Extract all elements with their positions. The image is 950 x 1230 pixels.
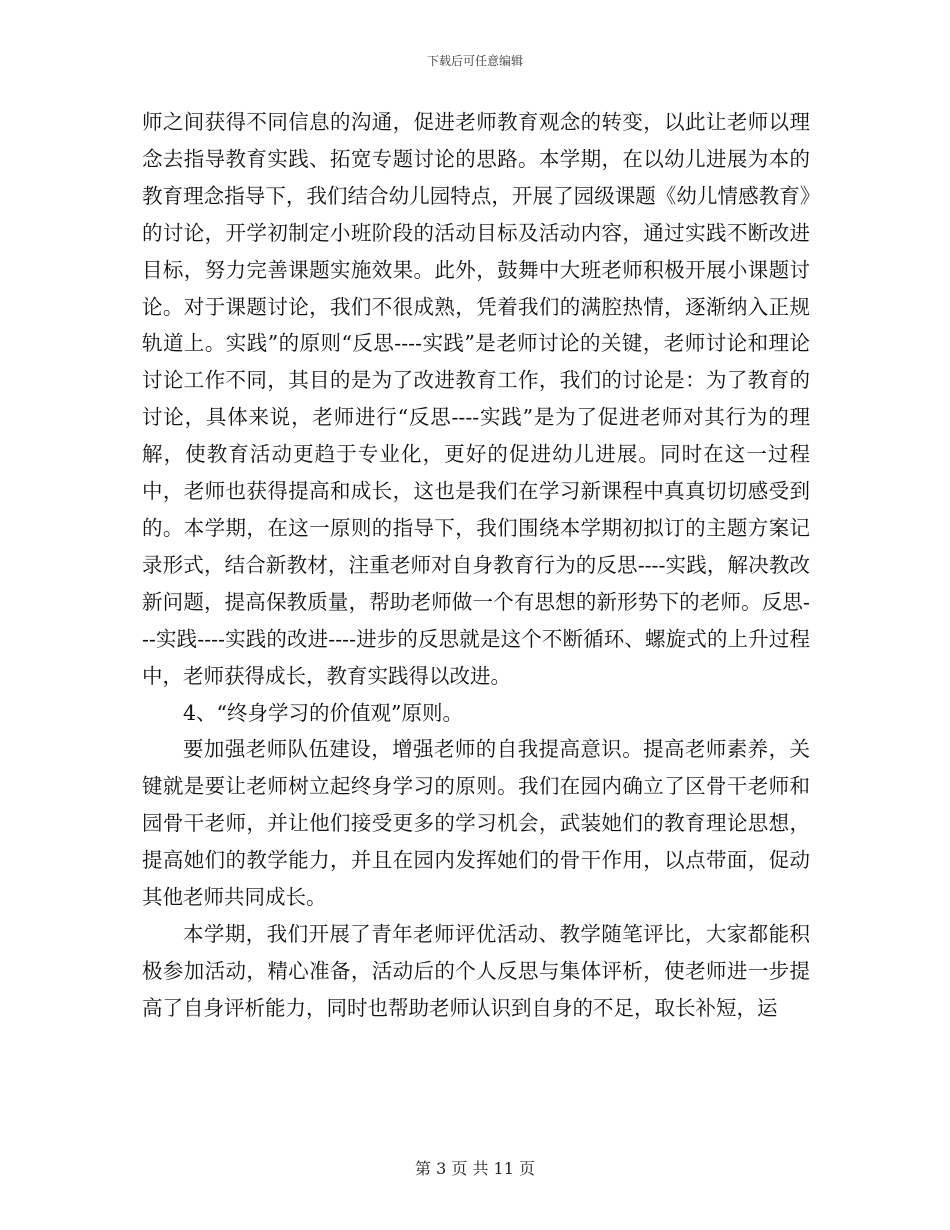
paragraph-continued: 师之间获得不同信息的沟通，促进老师教育观念的转变，以此让老师以理念去指导教育实践、拓宽专题讨论的思路。本学期，在以幼儿进展为本的教育理念指导下，我们结合幼儿园特点，开展了园级课题《幼儿情感教育》的讨论，开学初制定小班阶段的活动目标及活动内容，通过实践不断改进目标，努力完善课题实施效果。此外，鼓舞中大班老师积极开展小课题讨论。对于课题讨论，我们不很成熟，凭着我们的满腔热情，逐渐纳入正规轨道上。实践”的原则“反思----实践”是老师讨论的关键，老师讨论和理论讨论工作不同，其目的是为了改进教育工作，我们的讨论是：为了教育的讨论，具体来说，老师进行“反思----实践”是为了促进老师对其行为的理解，使教育活动更趋于专业化，更好的促进幼儿进展。同时在这一过程中，老师也获得提高和成长，这也是我们在学习新课程中真真切切感受到的。本学期，在这一原则的指导下，我们围绕本学期初拟订的主题方案记录形式，结合新教材，注重老师对自身教育行为的反思----实践，解决教改新问题，提高保教质量，帮助老师做一个有思想的新形势下的老师。反思---实践----实践的改进----进步的反思就是这个不断循环、螺旋式的上升过程中，老师获得成长，教育实践得以改进。 xyxy=(142,110,810,688)
paragraph-teacher-team: 要加强老师队伍建设，增强老师的自我提高意识。提高老师素养，关键就是要让老师树立起终身学习的原则。我们在园内确立了区骨干老师和园骨干老师，并让他们接受更多的学习机会，武装她们的教育理论思想，提高她们的教学能力，并且在园内发挥她们的骨干作用，以点带面，促动其他老师共同成长。 xyxy=(142,737,810,910)
section-heading-lifelong-learning: 4、“终身学习的价值观”原则。 xyxy=(183,700,464,725)
paragraph-semester-activities: 本学期，我们开展了青年老师评优活动、教学随笔评比，大家都能积极参加活动，精心准备，活动后的个人反思与集体评析，使老师进一步提高了自身评析能力，同时也帮助老师认识到自身的不足，取长补短，运 xyxy=(142,921,810,1020)
page-header: 下载后可任意编辑 xyxy=(426,54,523,68)
document-body xyxy=(142,104,810,1027)
page-number: 第 3 页 共 11 页 xyxy=(415,1159,535,1178)
